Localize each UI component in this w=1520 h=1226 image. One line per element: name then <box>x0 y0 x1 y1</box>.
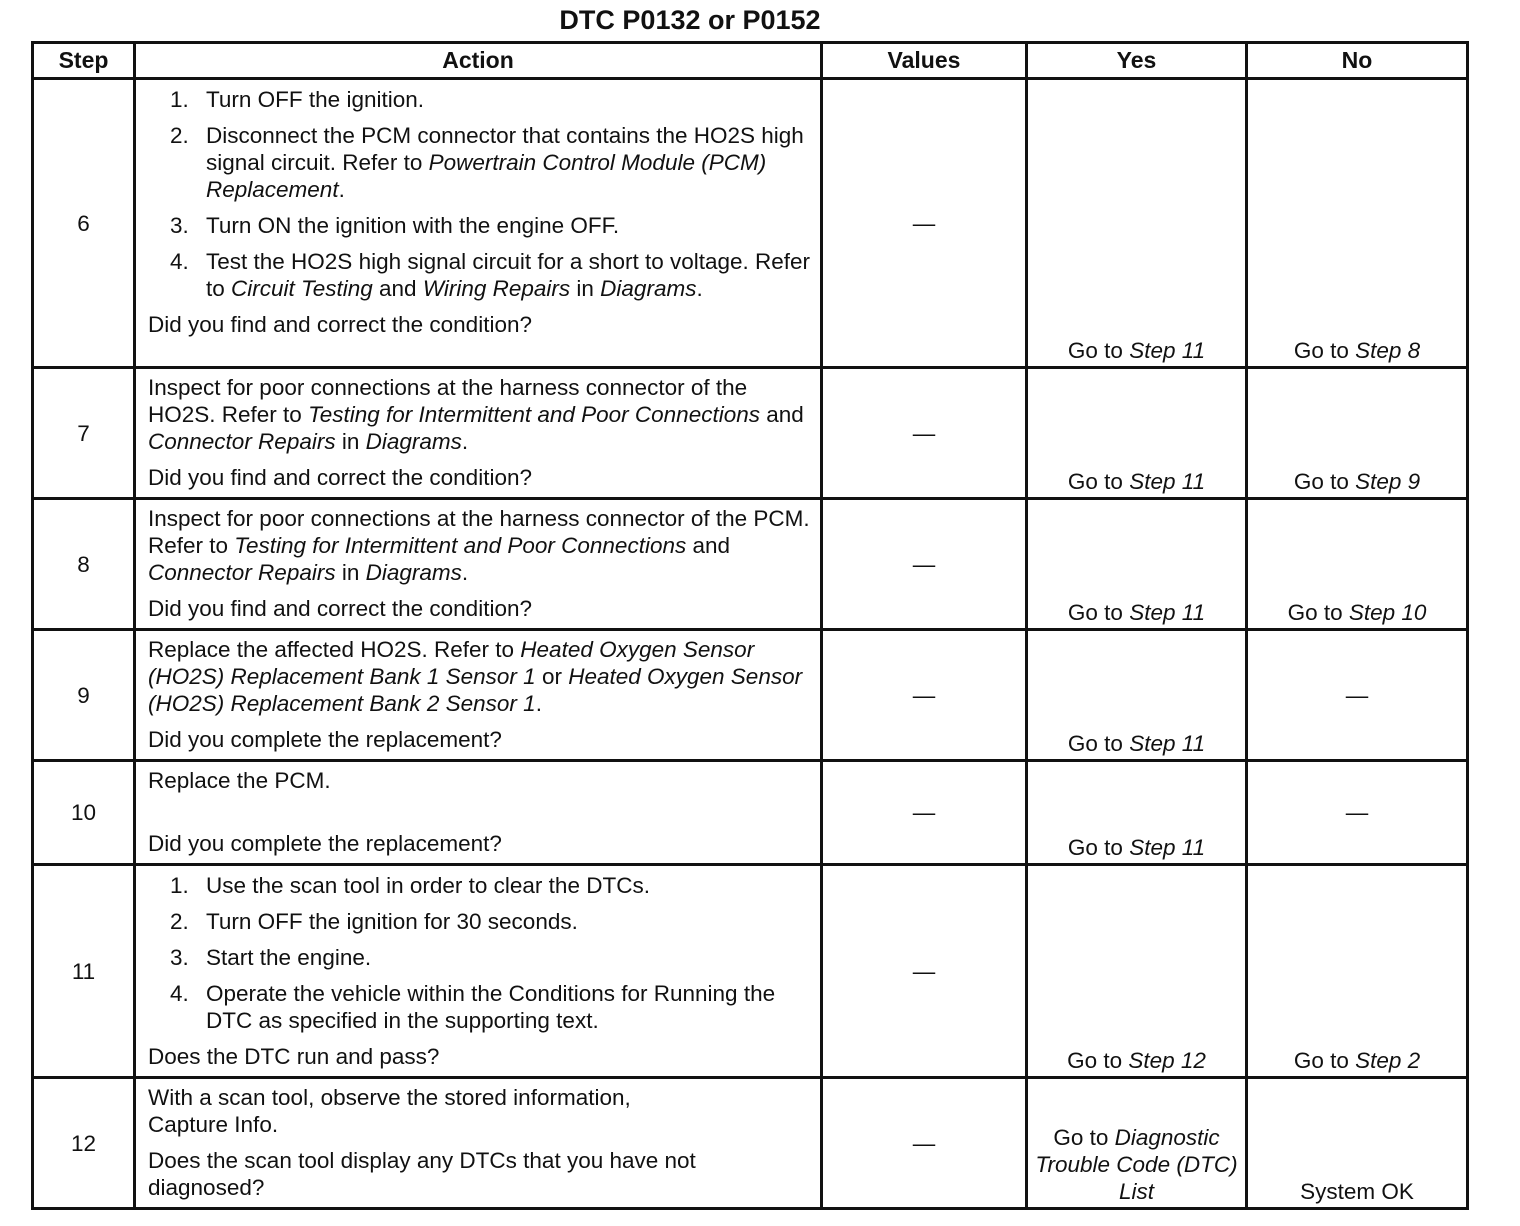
table-row <box>33 630 1468 761</box>
action-question: Did you find and correct the condition? <box>148 596 532 621</box>
action-cell <box>135 1078 822 1209</box>
action-text: Replace the affected HO2S. Refer to Heated Oxygen Sensor (HO2S) Replacement Bank 1 Sensor 1 or Heated Oxygen Sensor (HO2S) Replacement Bank 2 Sensor 1. <box>148 637 803 716</box>
step-number: 9 <box>33 630 135 761</box>
action-item: 3. Start the engine. <box>170 945 372 970</box>
table-row <box>33 368 1468 499</box>
yes-cell: Go to Step 12 <box>1027 865 1247 1078</box>
action-cell <box>135 368 822 499</box>
table-row <box>33 761 1468 865</box>
no-cell: System OK <box>1247 1078 1468 1209</box>
yes-cell: Go to Step 11 <box>1027 630 1247 761</box>
action-cell <box>135 499 822 630</box>
action-question: Does the scan tool display any DTCs that you have not diagnosed? <box>148 1148 696 1200</box>
action-item: 2. Turn OFF the ignition for 30 seconds. <box>170 909 578 934</box>
step-number: 10 <box>33 761 135 865</box>
table-row <box>33 499 1468 630</box>
action-cell <box>135 865 822 1078</box>
diagnostic-table <box>31 41 1469 1210</box>
yes-cell: Go to Step 11 <box>1027 368 1247 499</box>
table-row <box>33 1078 1468 1209</box>
action-question: Did you find and correct the condition? <box>148 312 532 337</box>
no-cell: — <box>1247 761 1468 865</box>
action-item: 3. Turn ON the ignition with the engine OFF. <box>170 213 620 238</box>
values-cell: — <box>822 79 1027 368</box>
action-cell <box>135 630 822 761</box>
action-text: With a scan tool, observe the stored information, Capture Info. <box>148 1085 631 1137</box>
step-number: 8 <box>33 499 135 630</box>
table-row <box>33 79 1468 368</box>
values-cell: — <box>822 368 1027 499</box>
page-title: DTC P0132 or P0152 <box>559 5 821 35</box>
action-question: Does the DTC run and pass? <box>148 1044 440 1069</box>
no-cell: Go to Step 8 <box>1247 79 1468 368</box>
action-item: 1. Turn OFF the ignition. <box>170 87 425 112</box>
step-number: 6 <box>33 79 135 368</box>
yes-cell: Go to Step 11 <box>1027 499 1247 630</box>
header-values: Values <box>822 43 1027 79</box>
step-number: 11 <box>33 865 135 1078</box>
table-row <box>33 865 1468 1078</box>
action-cell <box>135 761 822 865</box>
no-cell: Go to Step 2 <box>1247 865 1468 1078</box>
yes-cell: Go to Step 11 <box>1027 79 1247 368</box>
action-text: Replace the PCM. <box>148 768 331 793</box>
yes-cell: Go to Step 11 <box>1027 761 1247 865</box>
action-item: 2. Disconnect the PCM connector that contains the HO2S high signal circuit. Refer to Powertrain Control Module (PCM) Replacement. <box>170 123 804 202</box>
action-question: Did you find and correct the condition? <box>148 465 532 490</box>
action-item: 4. Operate the vehicle within the Conditions for Running the DTC as specified in the supporting text. <box>170 981 776 1033</box>
values-cell: — <box>822 499 1027 630</box>
action-cell <box>135 79 822 368</box>
no-cell: — <box>1247 630 1468 761</box>
no-cell: Go to Step 9 <box>1247 368 1468 499</box>
action-question: Did you complete the replacement? <box>148 831 502 856</box>
action-item: 1. Use the scan tool in order to clear the DTCs. <box>170 873 650 898</box>
values-cell: — <box>822 1078 1027 1209</box>
yes-cell: Go to Diagnostic Trouble Code (DTC) List <box>1027 1078 1247 1209</box>
action-text: Inspect for poor connections at the harness connector of the HO2S. Refer to Testing for Intermittent and Poor Connections and Connector Repairs in Diagrams. <box>148 375 804 454</box>
header-no: No <box>1247 43 1468 79</box>
step-number: 12 <box>33 1078 135 1209</box>
action-text: Inspect for poor connections at the harness connector of the PCM. Refer to Testing for Intermittent and Poor Connections and Connector Repairs in Diagrams. <box>148 506 810 585</box>
values-cell: — <box>822 865 1027 1078</box>
action-question: Did you complete the replacement? <box>148 727 502 752</box>
header-row <box>33 43 1468 79</box>
header-action: Action <box>135 43 822 79</box>
header-yes: Yes <box>1027 43 1247 79</box>
no-cell: Go to Step 10 <box>1247 499 1468 630</box>
action-item: 4. Test the HO2S high signal circuit for a short to voltage. Refer to Circuit Testing and Wiring Repairs in Diagrams. <box>170 249 811 301</box>
header-step: Step <box>33 43 135 79</box>
step-number: 7 <box>33 368 135 499</box>
values-cell: — <box>822 630 1027 761</box>
values-cell: — <box>822 761 1027 865</box>
